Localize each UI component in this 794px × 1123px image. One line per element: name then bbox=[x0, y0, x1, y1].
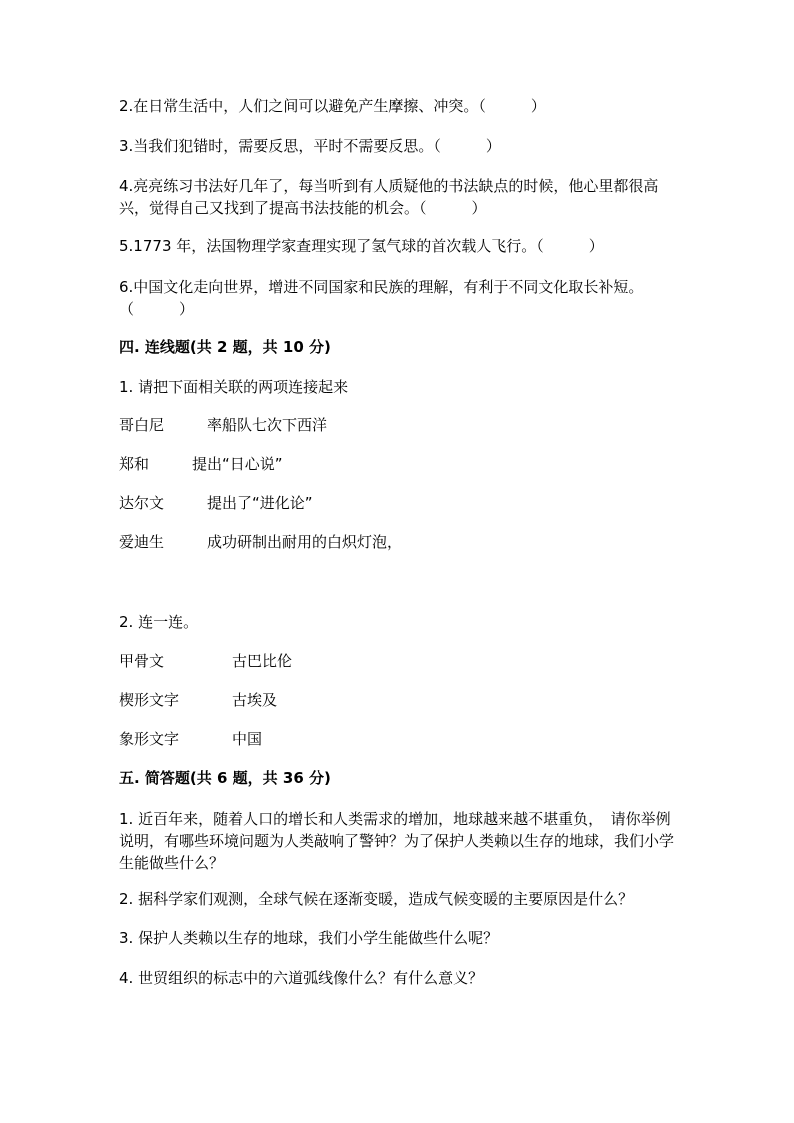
short-answer-q3: 3. 保护人类赖以生存的地球，我们小学生能做些什么呢？ bbox=[119, 929, 499, 947]
matching-q1-left-4: 爱迪生 bbox=[119, 533, 165, 551]
short-answer-q4: 4. 世贸组织的标志中的六道弧线像什么？有什么意义？ bbox=[119, 969, 484, 987]
judgement-q5: 5.1773 年，法国物理学家查理实现了氢气球的首次载人飞行。（ ） bbox=[119, 237, 604, 255]
section-heading-matching: 四. 连线题(共 2 题，共 10 分) bbox=[119, 338, 331, 356]
matching-q1-left-3: 达尔文 bbox=[119, 494, 165, 512]
matching-q1-left-2: 郑和 bbox=[119, 455, 150, 473]
matching-q2-left-2: 楔形文字 bbox=[119, 691, 180, 709]
matching-q1-prompt: 1. 请把下面相关联的两项连接起来 bbox=[119, 378, 349, 396]
short-answer-q2: 2. 据科学家们观测，全球气候在逐渐变暖，造成气候变暖的主要原因是什么？ bbox=[119, 890, 634, 908]
matching-q1-right-1: 率船队七次下西洋 bbox=[207, 416, 328, 434]
matching-q2-prompt: 2. 连一连。 bbox=[119, 613, 199, 631]
matching-q2-left-3: 象形文字 bbox=[119, 730, 180, 748]
section-heading-short-answer: 五. 简答题(共 6 题，共 36 分) bbox=[119, 769, 331, 787]
matching-q2-right-1: 古巴比伦 bbox=[232, 652, 293, 670]
matching-q1-right-4: 成功研制出耐用的白炽灯泡， bbox=[207, 533, 403, 551]
matching-q1-left-1: 哥白尼 bbox=[119, 416, 165, 434]
matching-q1-right-2: 提出“日心说” bbox=[192, 455, 283, 473]
judgement-q3: 3.当我们犯错时，需要反思，平时不需要反思。（ ） bbox=[119, 137, 501, 155]
matching-q2-left-1: 甲骨文 bbox=[119, 652, 165, 670]
judgement-q4: 4.亮亮练习书法好几年了，每当听到有人质疑他的书法缺点的时候，他心里都很高兴，觉得自己又找到了提高书法技能的机会。（ ） bbox=[119, 177, 659, 217]
matching-q2-right-3: 中国 bbox=[232, 730, 263, 748]
judgement-q2: 2.在日常生活中，人们之间可以避免产生摩擦、冲突。（ ） bbox=[119, 97, 546, 115]
short-answer-q1: 1. 近百年来，随着人口的增长和人类需求的增加，地球越来越不堪重负， 请你举例说明，有哪些环境问题为人类敲响了警钟？为了保护人类赖以生存的地球，我们小学生能做些什么？ bbox=[119, 810, 675, 872]
matching-q2-right-2: 古埃及 bbox=[232, 691, 278, 709]
matching-q1-right-3: 提出了“进化论” bbox=[207, 494, 313, 512]
judgement-q6: 6.中国文化走向世界，增进不同国家和民族的理解，有利于不同文化取长补短。（ ） bbox=[119, 278, 644, 318]
